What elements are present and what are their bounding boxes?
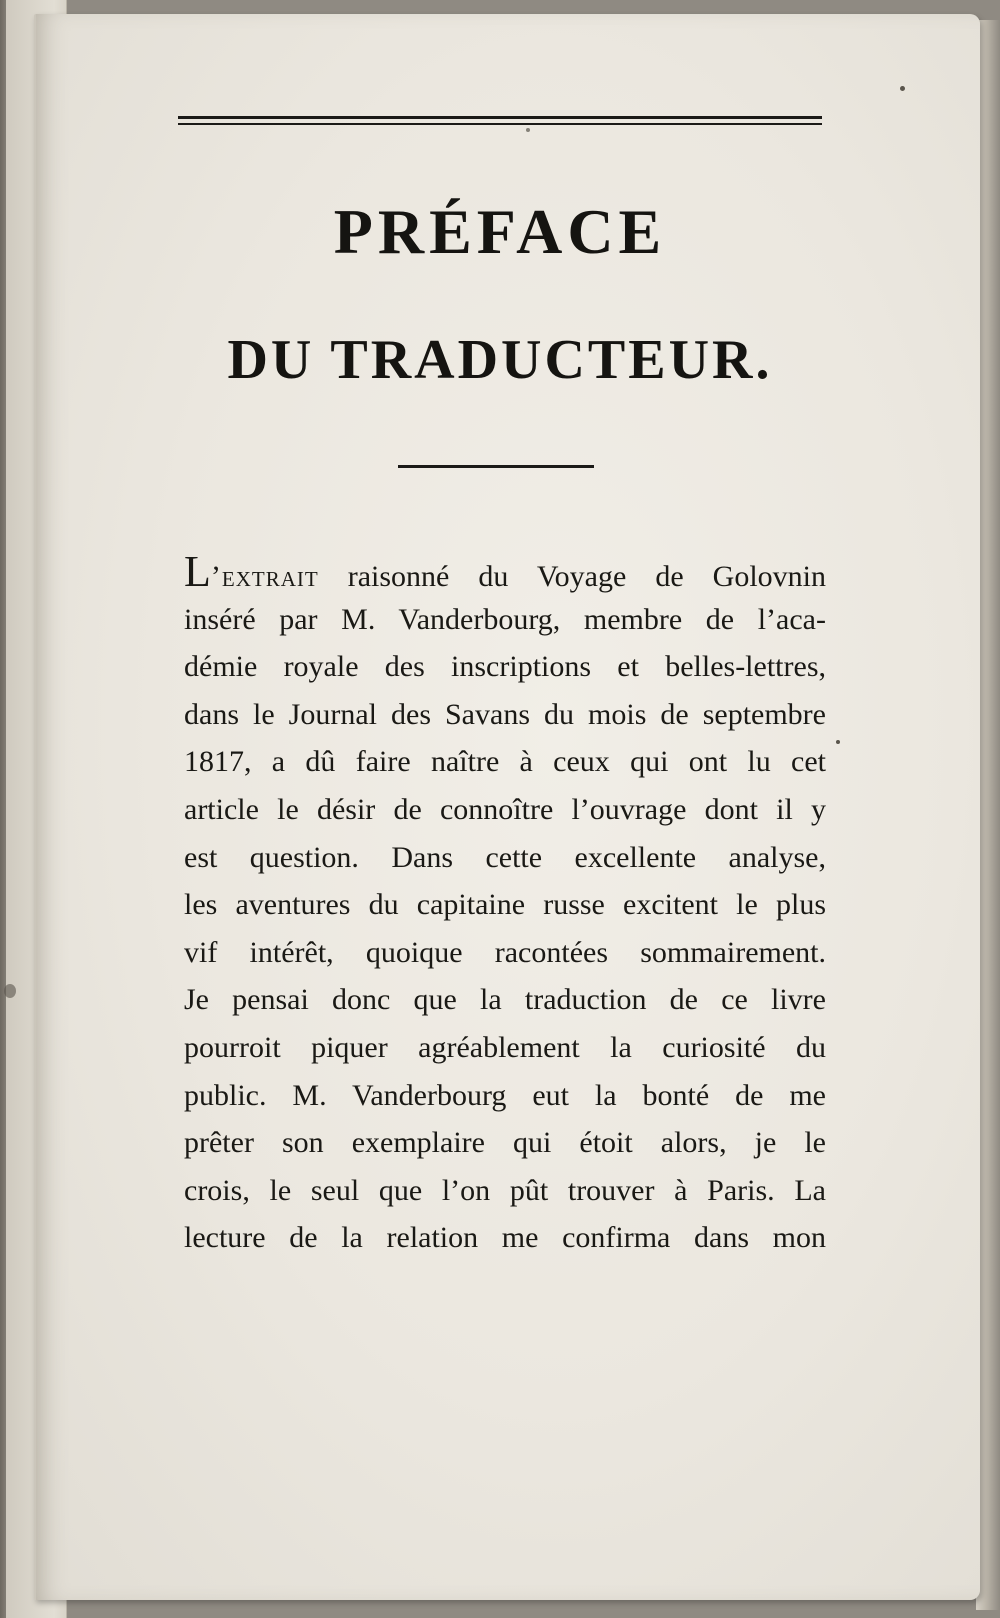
- text-line-5: 1817, a dû faire naître à ceux qui ont lu cet: [184, 745, 826, 779]
- paper-speck: [526, 128, 530, 132]
- paper-speck: [900, 86, 905, 91]
- text-line-7: est question. Dans cette excellente analyse,: [184, 840, 826, 874]
- text-line-12: public. M. Vanderbourg eut la bonté de me: [184, 1078, 826, 1112]
- text-line-3: démie royale des inscriptions et belles-lettres,: [184, 650, 826, 684]
- page-subtitle: DU TRADUCTEUR.: [227, 329, 773, 391]
- text-line-9: vif intérêt, quoique racontées sommairement.: [184, 935, 826, 969]
- text-line-11: pourroit piquer agréablement la curiosité du: [184, 1030, 826, 1064]
- text-line-8: les aventures du capitaine russe excitent le plus: [184, 888, 826, 922]
- header-double-rule: [178, 116, 822, 126]
- text-line-10: Je pensai donc que la traduction de ce livre: [184, 983, 826, 1017]
- rule-line-top: [178, 116, 822, 119]
- text-line-14: crois, le seul que l’on pût trouver à Paris. La: [184, 1173, 826, 1207]
- text-line-15: lecture de la relation me confirma dans mon: [184, 1221, 826, 1255]
- drop-capital: L: [184, 547, 211, 596]
- title-divider: [398, 465, 594, 468]
- line-1-rest: raisonné du Voyage de Golovnin: [318, 560, 826, 593]
- paper-speck: [836, 740, 840, 744]
- text-line-2: inséré par M. Vanderbourg, membre de l’aca-: [184, 602, 826, 636]
- paper-speck: [4, 984, 16, 998]
- text-line-1: [184, 548, 826, 596]
- page-title: PRÉFACE: [333, 196, 667, 267]
- text-line-4: dans le Journal des Savans du mois de septembre: [184, 697, 826, 731]
- text-line-13: prêter son exemplaire qui étoit alors, je le: [184, 1126, 826, 1160]
- small-caps-lead: ’extrait: [210, 560, 319, 593]
- text-line-6: article le désir de connoître l’ouvrage dont il y: [184, 792, 826, 826]
- preface-paragraph: [184, 548, 826, 1262]
- rule-line-bottom: [178, 123, 822, 125]
